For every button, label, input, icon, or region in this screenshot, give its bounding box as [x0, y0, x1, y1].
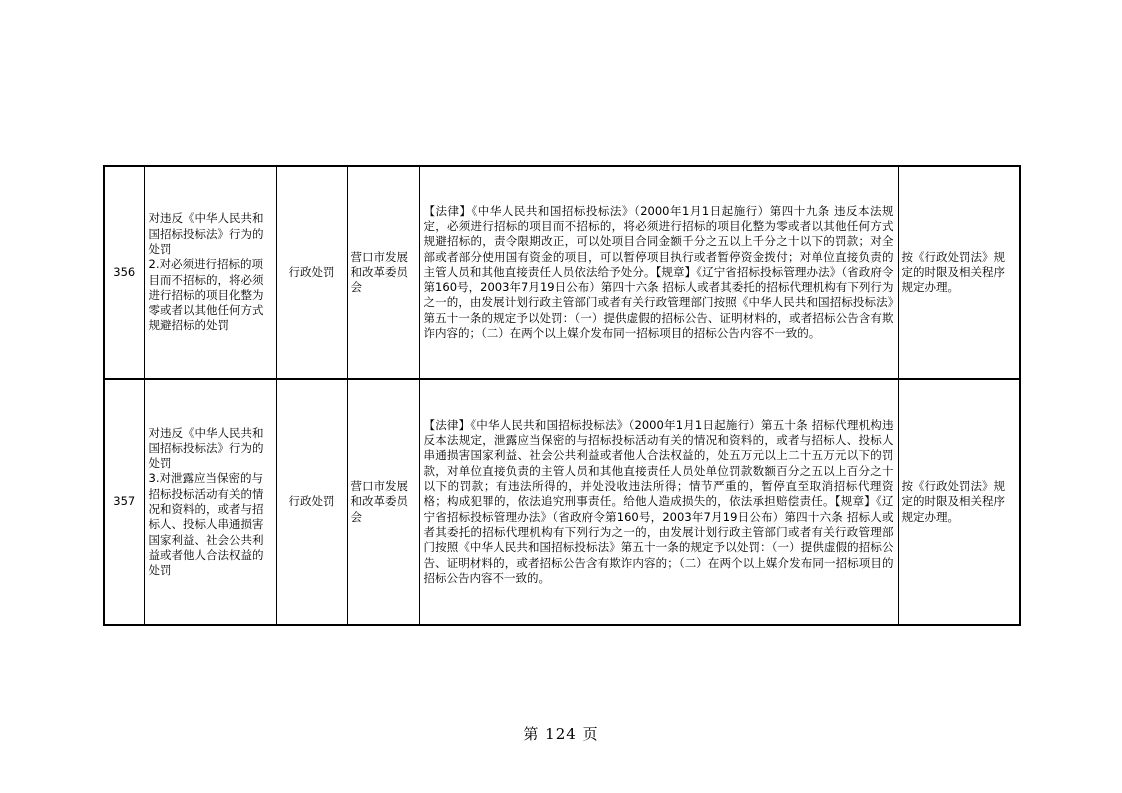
item-name: 对违反《中华人民共和国招标投标法》行为的处罚 2.对必须进行招标的项目而不招标的，将必须进行招标的项目化整为零或者以其他任何方式规避招标的处罚 — [144, 166, 276, 379]
legal-basis: 【法律】《中华人民共和国招标投标法》（2000年1月1日起施行）第四十九条 违反本法规定，必须进行招标的项目而不招标的，将必须进行招标的项目化整为零或者以其他任何方式规避招标的，责令限期改正，可以处项目合同金额千分之五以上千分之十以下的罚款；对全部或者部分使用国有资金的项目，可以暂停项目执行或者暂停资金拨付；对单位直接负责的主管人员和其他直接责任人员依法给予处分。【规章】《辽宁省招标投标管理办法》（省政府令第160号，2003年7月19日公布）第四十六条 招标人或者其委托的招标代理机构有下列行为之一的，由发展计划行政主管部门或者有关行政管理部门按照《中华人民共和国招标投标法》第五十一条的规定予以处罚：（一）提供虚假的招标公告、证明材料的，或者招标公告含有欺诈内容的；（二）在两个以上媒介发布同一招标项目的招标公告内容不一致的。 — [419, 166, 898, 379]
department: 营口市发展和改革委员会 — [347, 379, 419, 625]
penalty-table — [103, 165, 1021, 626]
legal-basis: 【法律】《中华人民共和国招标投标法》（2000年1月1日起施行）第五十条 招标代理机构违反本法规定，泄露应当保密的与招标投标活动有关的情况和资料的，或者与招标人、投标人串通损害国家利益、社会公共利益或者他人合法权益的，处五万元以上二十五万元以下的罚款，对单位直接负责的主管人员和其他直接责任人员处单位罚款数额百分之五以上百分之十以下的罚款；有违法所得的，并处没收违法所得；情节严重的，暂停直至取消招标代理资格；构成犯罪的，依法追究刑事责任。给他人造成损失的，依法承担赔偿责任。【规章】《辽宁省招标投标管理办法》（省政府令第160号，2003年7月19日公布）第四十六条 招标人或者其委托的招标代理机构有下列行为之一的，由发展计划行政主管部门或者有关行政管理部门按照《中华人民共和国招标投标法》第五十一条的规定予以处罚：（一）提供虚假的招标公告、证明材料的，或者招标公告含有欺诈内容的；（二）在两个以上媒介发布同一招标项目的招标公告内容不一致的。 — [419, 379, 898, 625]
row-number: 356 — [104, 166, 144, 379]
item-name: 对违反《中华人民共和国招标投标法》行为的处罚 3.对泄露应当保密的与招标投标活动有关的情况和资料的，或者与招标人、投标人串通损害国家利益、社会公共利益或者他人合法权益的处罚 — [144, 379, 276, 625]
penalty-type: 行政处罚 — [276, 166, 347, 379]
table-row — [104, 166, 1020, 379]
page-number: 第 124 页 — [523, 725, 599, 743]
procedure: 按《行政处罚法》规定的时限及相关程序规定办理。 — [898, 166, 1020, 379]
department: 营口市发展和改革委员会 — [347, 166, 419, 379]
row-number: 357 — [104, 379, 144, 625]
procedure: 按《行政处罚法》规定的时限及相关程序规定办理。 — [898, 379, 1020, 625]
table-row — [104, 379, 1020, 625]
penalty-type: 行政处罚 — [276, 379, 347, 625]
